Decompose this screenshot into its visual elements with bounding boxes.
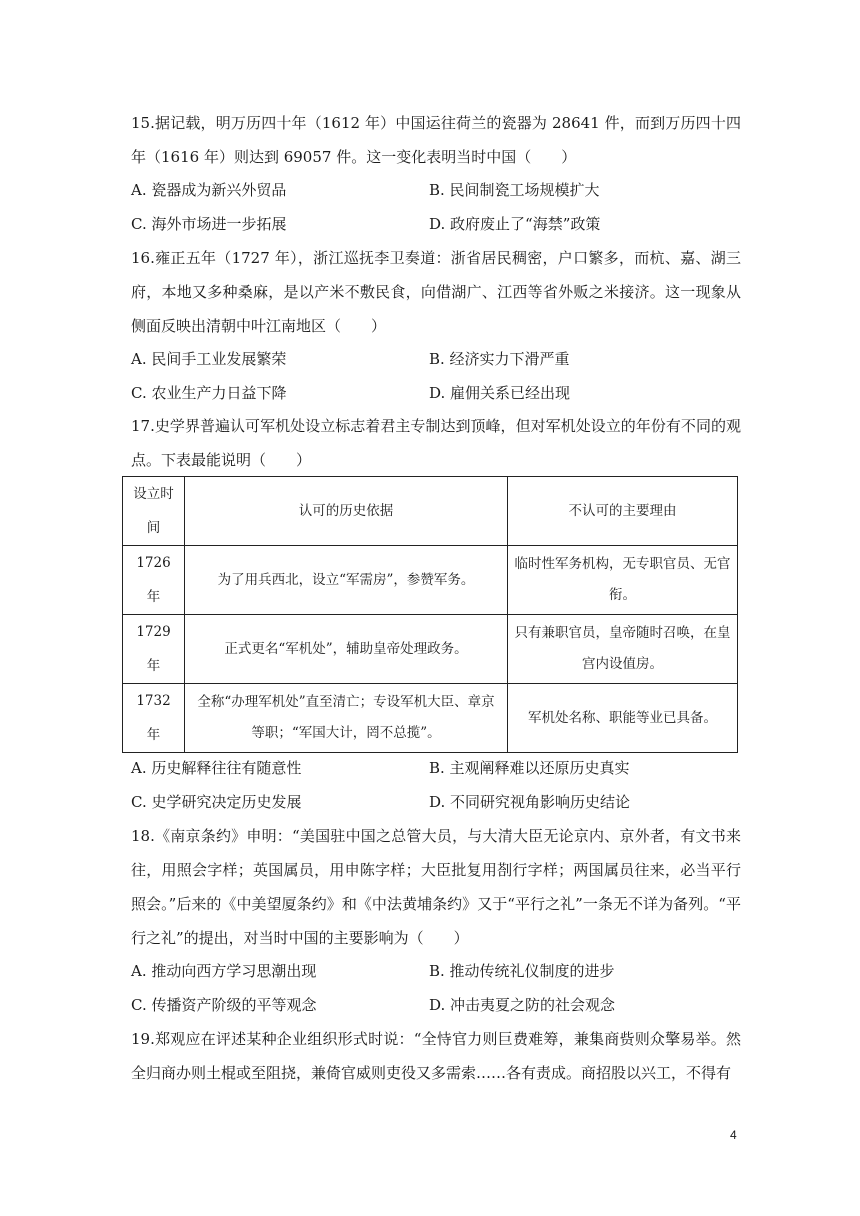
table-cell-reason: 军机处名称、职能等业已具备。 bbox=[508, 684, 738, 753]
option-b[interactable]: B. 推动传统礼仪制度的进步 bbox=[429, 962, 615, 980]
option-a[interactable]: A. 历史解释往往有随意性 bbox=[131, 759, 302, 777]
question-18-stem: 18.《南京条约》申明：“美国驻中国之总管大员，与大清大臣无论京内、京外者，有文书来往，用照会字样；英国属员，用申陈字样；大臣批复用剳行字样；两国属员往来，必当平行照会。”后来的《中美望厦条约》和《中法黄埔条约》又于“平行之礼”一条无不详为备列。“平行之礼”的提出，对当时中国的主要影响为（ ） bbox=[131, 827, 741, 947]
option-c[interactable]: C. 史学研究决定历史发展 bbox=[131, 793, 302, 811]
question-19-stem: 19.郑观应在评述某种企业组织形式时说：“全恃官力则巨费难筹，兼集商赀则众擎易举。然全归商办则土棍或至阻挠，兼倚官威则吏役又多需索……各有责成。商招股以兴工，不得有 bbox=[131, 1030, 741, 1082]
option-b[interactable]: B. 经济实力下滑严重 bbox=[429, 350, 570, 368]
option-c[interactable]: C. 农业生产力日益下降 bbox=[131, 384, 287, 402]
question-16-options bbox=[131, 342, 741, 410]
question-17-stem: 17.史学界普遍认可军机处设立标志着君主专制达到顶峰，但对军机处设立的年份有不同的观点。下表最能说明（ ） bbox=[131, 417, 741, 469]
page-number: 4 bbox=[730, 1128, 737, 1142]
question-18-options bbox=[131, 954, 741, 1022]
option-a[interactable]: A. 推动向西方学习思潮出现 bbox=[131, 962, 317, 980]
option-b[interactable]: B. 民间制瓷工场规模扩大 bbox=[429, 181, 600, 199]
table-row bbox=[123, 546, 738, 615]
option-c[interactable]: C. 海外市场进一步拓展 bbox=[131, 215, 287, 233]
option-b[interactable]: B. 主观阐释难以还原历史真实 bbox=[429, 759, 630, 777]
option-d[interactable]: D. 冲击夷夏之防的社会观念 bbox=[429, 996, 616, 1014]
table-cell-year: 1729 年 bbox=[123, 615, 185, 684]
table-header-cell: 设立时间 bbox=[123, 477, 185, 546]
table-cell-year: 1732 年 bbox=[123, 684, 185, 753]
table-cell-year: 1726 年 bbox=[123, 546, 185, 615]
option-a[interactable]: A. 民间手工业发展繁荣 bbox=[131, 350, 287, 368]
question-15-options bbox=[131, 173, 741, 241]
table-header-row bbox=[123, 477, 738, 546]
table-cell-reason: 只有兼职官员，皇帝随时召唤，在皇宫内设值房。 bbox=[508, 615, 738, 684]
table-row bbox=[123, 684, 738, 753]
table-cell-basis: 正式更名“军机处”，辅助皇帝处理政务。 bbox=[185, 615, 508, 684]
option-c[interactable]: C. 传播资产阶级的平等观念 bbox=[131, 996, 317, 1014]
table-cell-reason: 临时性军务机构，无专职官员、无官衔。 bbox=[508, 546, 738, 615]
history-table bbox=[122, 476, 738, 753]
question-15-stem: 15.据记载，明万历四十年（1612 年）中国运往荷兰的瓷器为 28641 件，而到万历四十四年（1616 年）则达到 69057 件。这一变化表明当时中国（ ） bbox=[131, 114, 741, 166]
table-row bbox=[123, 615, 738, 684]
option-a[interactable]: A. 瓷器成为新兴外贸品 bbox=[131, 181, 287, 199]
option-d[interactable]: D. 雇佣关系已经出现 bbox=[429, 384, 571, 402]
question-17-options bbox=[131, 751, 741, 819]
table-header-cell: 认可的历史依据 bbox=[185, 477, 508, 546]
question-16-stem: 16.雍正五年（1727 年），浙江巡抚李卫奏道：浙省居民稠密，户口繁多，而杭、嘉、湖三府，本地又多种桑麻，是以产米不敷民食，向借湖广、江西等省外贩之米接济。这一现象从侧面反映出清朝中叶江南地区（ ） bbox=[131, 249, 741, 335]
option-d[interactable]: D. 政府废止了“海禁”政策 bbox=[429, 215, 601, 233]
table-cell-basis: 为了用兵西北，设立“军需房”，参赞军务。 bbox=[185, 546, 508, 615]
table-header-cell: 不认可的主要理由 bbox=[508, 477, 738, 546]
table-cell-basis: 全称“办理军机处”直至清亡；专设军机大臣、章京等职；“军国大计，罔不总揽”。 bbox=[185, 684, 508, 753]
option-d[interactable]: D. 不同研究视角影响历史结论 bbox=[429, 793, 631, 811]
